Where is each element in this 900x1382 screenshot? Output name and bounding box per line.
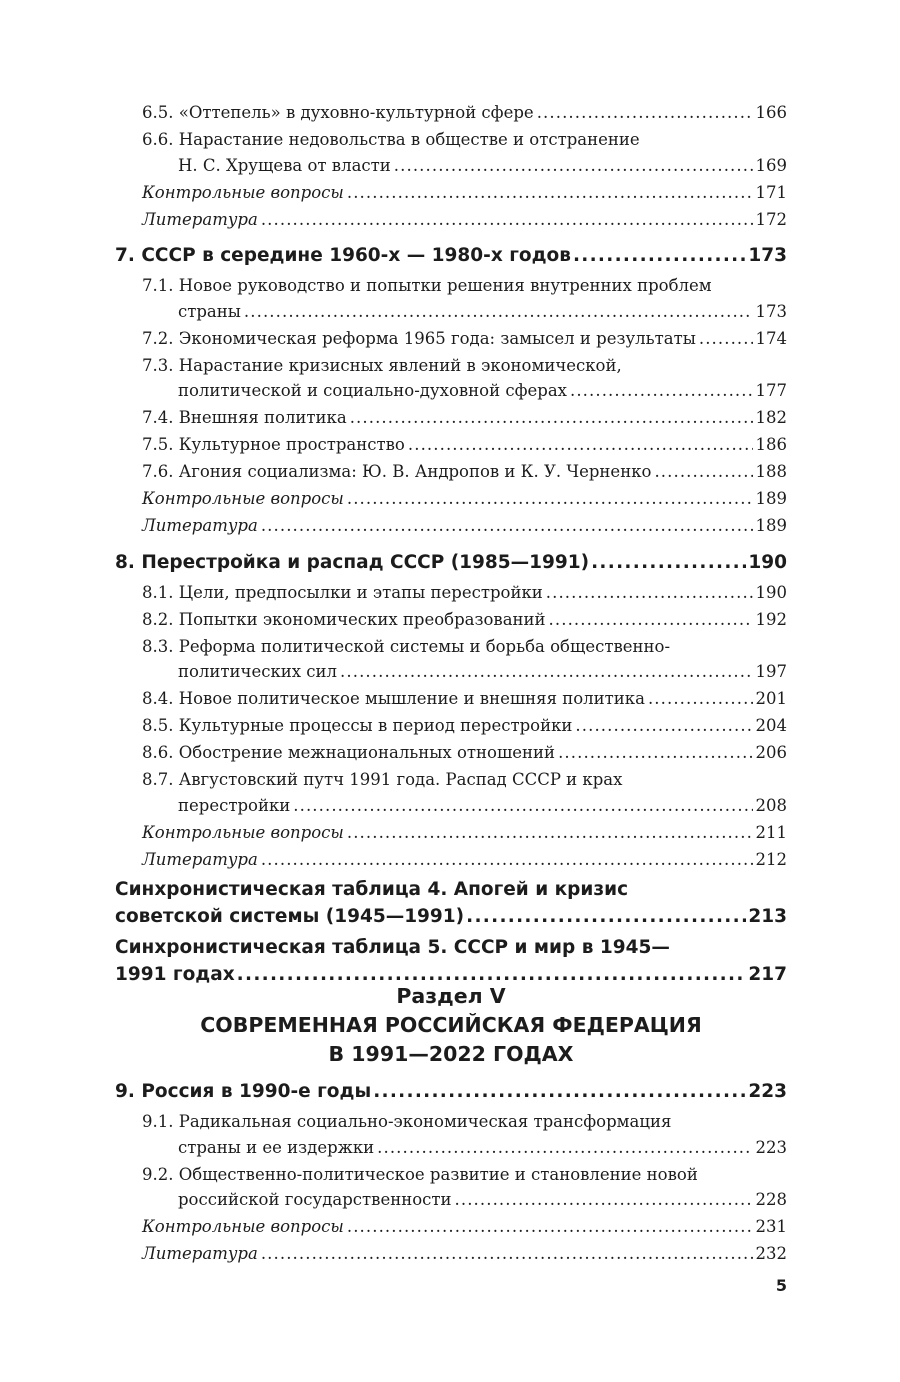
entry-page: 173 bbox=[755, 301, 787, 321]
toc-entry[interactable] bbox=[142, 353, 787, 404]
toc-entry[interactable] bbox=[142, 607, 787, 633]
entry-title: 7.5. Культурное пространство bbox=[142, 435, 405, 454]
leader-dots bbox=[648, 686, 753, 712]
leader-dots bbox=[373, 1078, 746, 1105]
entry-title: 8.5. Культурные процессы в период перестройки bbox=[142, 716, 573, 735]
leader-dots bbox=[340, 659, 752, 685]
section-title: СОВРЕМЕННАЯ РОССИЙСКАЯ ФЕДЕРАЦИЯ bbox=[200, 1013, 702, 1037]
toc-entry[interactable] bbox=[142, 459, 787, 485]
leader-dots bbox=[654, 459, 752, 485]
toc-entry[interactable] bbox=[142, 100, 787, 126]
entry-title-cont: российской государственности bbox=[178, 1190, 452, 1209]
toc-entry[interactable] bbox=[142, 127, 787, 178]
entry-title: 8.1. Цели, предпосылки и этапы перестройки bbox=[142, 582, 543, 602]
entry-title-cont: политических сил bbox=[178, 662, 338, 681]
entry-page: 189 bbox=[755, 516, 787, 535]
toc-entry[interactable] bbox=[142, 580, 787, 606]
toc-entry[interactable] bbox=[142, 1162, 787, 1213]
entry-page: 208 bbox=[755, 795, 787, 815]
section-label: Раздел V bbox=[396, 984, 506, 1008]
toc-entry[interactable] bbox=[142, 820, 787, 846]
leader-dots bbox=[537, 100, 753, 126]
entry-title: Литература bbox=[142, 1244, 258, 1263]
entry-page: 186 bbox=[755, 435, 787, 454]
entry-title: 7.1. Новое руководство и попытки решения внутренних проблем bbox=[142, 276, 712, 295]
toc-entry[interactable] bbox=[142, 273, 787, 324]
entry-title: 8.4. Новое политическое мышление и внешняя политика bbox=[142, 689, 645, 708]
entry-title: 8.7. Августовский путч 1991 года. Распад СССР и крах bbox=[142, 770, 623, 789]
leader-dots bbox=[570, 378, 753, 404]
chapter-heading[interactable] bbox=[115, 242, 787, 269]
entry-page: 204 bbox=[755, 716, 787, 735]
toc-entry[interactable] bbox=[142, 405, 787, 431]
entry-title-cont: перестройки bbox=[178, 795, 291, 815]
entry-page: 169 bbox=[755, 155, 787, 175]
entry-page: 192 bbox=[755, 609, 787, 629]
entry-page: 232 bbox=[755, 1244, 787, 1263]
entry-page: 211 bbox=[755, 822, 787, 842]
entry-page: 231 bbox=[755, 1217, 787, 1236]
chapter-page: 173 bbox=[748, 245, 787, 266]
entry-title-cont: Н. С. Хрущева от власти bbox=[178, 155, 391, 175]
toc-entry[interactable] bbox=[142, 207, 787, 233]
section-heading bbox=[115, 982, 787, 1069]
leader-dots bbox=[558, 740, 752, 766]
chapter-title-cont: советской системы (1945—1991) bbox=[115, 906, 465, 927]
entry-title: 8.2. Попытки экономических преобразований bbox=[142, 609, 546, 629]
entry-title-cont: страны и ее издержки bbox=[178, 1137, 375, 1157]
toc-entry[interactable] bbox=[142, 513, 787, 539]
leader-dots bbox=[546, 580, 753, 606]
entry-title: Контрольные вопросы bbox=[142, 822, 344, 842]
leader-dots bbox=[377, 1135, 752, 1161]
chapter-title: 8. Перестройка и распад СССР (1985—1991) bbox=[115, 551, 590, 573]
entry-title: 7.3. Нарастание кризисных явлений в экономической, bbox=[142, 355, 622, 375]
entry-page: 189 bbox=[755, 489, 787, 508]
chapter-heading[interactable] bbox=[115, 876, 787, 930]
entry-page: 172 bbox=[755, 209, 787, 229]
entry-title: 6.5. «Оттепель» в духовно-культурной сфере bbox=[142, 103, 534, 122]
chapter-page: 223 bbox=[748, 1081, 787, 1102]
entry-title: 6.6. Нарастание недовольства в обществе и отстранение bbox=[142, 130, 640, 149]
entry-page: 197 bbox=[755, 662, 787, 681]
entry-title: Контрольные вопросы bbox=[142, 182, 344, 202]
entry-title: 8.6. Обострение межнациональных отношений bbox=[142, 743, 556, 762]
leader-dots bbox=[408, 432, 753, 458]
entry-title: Контрольные вопросы bbox=[142, 489, 344, 508]
entry-page: 182 bbox=[755, 408, 787, 427]
toc-entry[interactable] bbox=[142, 180, 787, 206]
page-number: 5 bbox=[775, 1276, 787, 1295]
chapter-page: 217 bbox=[748, 964, 787, 985]
leader-dots bbox=[699, 326, 753, 352]
leader-dots bbox=[261, 207, 753, 233]
entry-title: 9.2. Общественно-политическое развитие и становление новой bbox=[142, 1164, 698, 1184]
chapter-page: 213 bbox=[748, 906, 787, 927]
toc-entry[interactable] bbox=[142, 1109, 787, 1160]
entry-title: 9.1. Радикальная социально-экономическая трансформация bbox=[142, 1112, 672, 1131]
entry-page: 228 bbox=[755, 1190, 787, 1209]
leader-dots bbox=[455, 1187, 753, 1213]
leader-dots bbox=[347, 820, 753, 846]
leader-dots bbox=[347, 1214, 753, 1240]
entry-page: 188 bbox=[755, 462, 787, 481]
toc-entry[interactable] bbox=[142, 486, 787, 512]
toc-entry[interactable] bbox=[142, 767, 787, 818]
chapter-title: 7. СССР в середине 1960-х — 1980-х годов bbox=[115, 245, 571, 266]
toc-bottom bbox=[115, 1078, 787, 1268]
leader-dots bbox=[549, 607, 753, 633]
leader-dots bbox=[591, 549, 746, 576]
toc-entry[interactable] bbox=[142, 432, 787, 458]
toc-entry[interactable] bbox=[142, 1214, 787, 1240]
leader-dots bbox=[244, 299, 753, 325]
entry-title: Литература bbox=[142, 849, 258, 869]
leader-dots bbox=[347, 486, 753, 512]
entry-title-cont: политической и социально-духовной сферах bbox=[178, 381, 567, 400]
leader-dots bbox=[261, 1241, 753, 1267]
toc-entry[interactable] bbox=[142, 713, 787, 739]
entry-title: 7.2. Экономическая реформа 1965 года: замысел и результаты bbox=[142, 328, 696, 348]
chapter-title: Синхронистическая таблица 5. СССР и мир в 1945— bbox=[115, 937, 670, 958]
leader-dots bbox=[573, 242, 746, 269]
entry-title: 7.4. Внешняя политика bbox=[142, 408, 347, 427]
entry-title-cont: страны bbox=[178, 301, 241, 321]
leader-dots bbox=[261, 513, 753, 539]
leader-dots bbox=[575, 713, 752, 739]
chapter-page: 190 bbox=[748, 551, 787, 573]
toc-entry[interactable] bbox=[142, 1241, 787, 1267]
chapter-heading[interactable] bbox=[115, 934, 787, 988]
entry-title: 7.6. Агония социализма: Ю. В. Андропов и К. У. Черненко bbox=[142, 462, 652, 481]
entry-title: 8.3. Реформа политической системы и борьба общественно- bbox=[142, 636, 671, 656]
entry-page: 212 bbox=[755, 849, 787, 869]
toc-entry[interactable] bbox=[142, 326, 787, 352]
toc-entry[interactable] bbox=[142, 740, 787, 766]
leader-dots bbox=[394, 153, 753, 179]
entry-page: 206 bbox=[755, 743, 787, 762]
chapter-title-cont: 1991 годах bbox=[115, 964, 235, 985]
entry-page: 177 bbox=[755, 381, 787, 400]
leader-dots bbox=[350, 405, 753, 431]
chapter-heading[interactable] bbox=[115, 549, 787, 576]
toc-entry[interactable] bbox=[142, 847, 787, 873]
chapter-title: 9. Россия в 1990-е годы bbox=[115, 1081, 372, 1102]
leader-dots bbox=[347, 180, 753, 206]
entry-title: Литература bbox=[142, 516, 258, 535]
entry-page: 166 bbox=[755, 103, 787, 122]
toc-top bbox=[115, 100, 787, 992]
entry-page: 190 bbox=[755, 582, 787, 602]
entry-page: 201 bbox=[755, 689, 787, 708]
toc-entry[interactable] bbox=[142, 686, 787, 712]
toc-entry[interactable] bbox=[142, 634, 787, 685]
section-title-cont: В 1991—2022 ГОДАХ bbox=[328, 1042, 574, 1066]
entry-page: 223 bbox=[755, 1137, 787, 1157]
entry-title: Контрольные вопросы bbox=[142, 1217, 344, 1236]
entry-page: 171 bbox=[755, 182, 787, 202]
leader-dots bbox=[261, 847, 753, 873]
chapter-title: Синхронистическая таблица 4. Апогей и кризис bbox=[115, 879, 629, 900]
entry-page: 174 bbox=[755, 328, 787, 348]
leader-dots bbox=[466, 903, 746, 930]
leader-dots bbox=[293, 793, 752, 819]
entry-title: Литература bbox=[142, 209, 258, 229]
chapter-heading[interactable] bbox=[115, 1078, 787, 1105]
